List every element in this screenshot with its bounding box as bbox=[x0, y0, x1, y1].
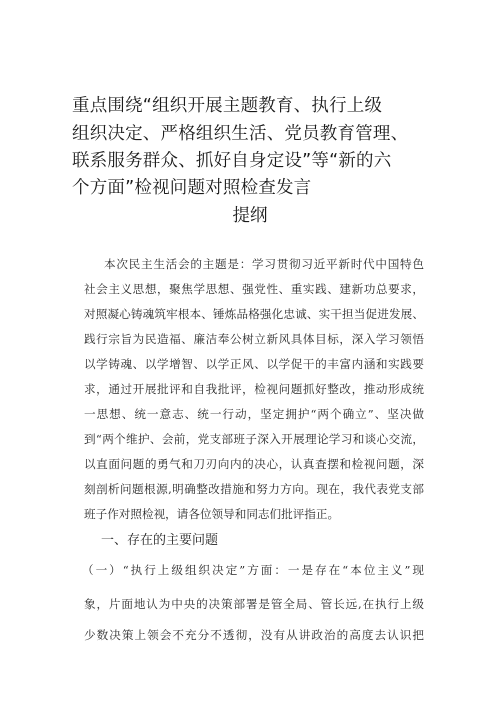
title-line-3: 联系服务群众、抓好自身定设”等“新的六 bbox=[72, 151, 392, 171]
intro-line-1: 本次民主生活会的主题是：学习贯彻习近平新时代中国特色 bbox=[104, 257, 424, 271]
intro-line-6: 求，通过开展批评和自我批评，检视问题抓好整改，推动形成统 bbox=[84, 382, 424, 396]
intro-line-8: 到“两个维护、会前，党支部班子深入开展理论学习和谈心交流， bbox=[84, 432, 424, 446]
title-line-1: 重点围绕“组织开展主题教育、执行上级 bbox=[72, 96, 383, 116]
section1-line-2: 象，片面地认为中央的决策部署是管全局、管长远,在执行上级 bbox=[84, 597, 424, 611]
title-line-2: 组织决定、严格组织生活、党员教育管理、 bbox=[72, 124, 409, 144]
intro-line-10: 刻剖析问题根源,明确整改措施和努力方向。现在，我代表党支部 bbox=[84, 482, 424, 496]
intro-line-5: 以学铸魂、以学增智、以学正风、以学促干的丰富内涵和实践要 bbox=[84, 357, 424, 371]
intro-line-7: 一思想、统一意志、统一行动，坚定拥护“两个确立”、坚决做 bbox=[84, 407, 424, 421]
title-line-4: 个方面”检视问题对照检查发言 bbox=[72, 178, 312, 198]
title-subtitle: 提纲 bbox=[232, 206, 268, 226]
intro-line-4: 践行宗旨为民造福、廉洁奉公树立新风具体目标，深入学习领悟 bbox=[84, 332, 424, 346]
intro-line-2: 社会主义思想，聚焦学思想、强党性、重实践、建新功总要求， bbox=[84, 282, 424, 296]
intro-line-9: 以直面问题的勇气和刀刃向内的决心，认真査摆和检视问题，深 bbox=[84, 457, 424, 471]
intro-line-11: 班子作对照检视，请各位领导和同志们批评指正。 bbox=[84, 507, 340, 521]
section-heading: 一、存在的主要问题 bbox=[101, 533, 219, 548]
intro-line-3: 对照凝心铸魂筑牢根本、锤炼品格强化忠诚、实干担当促进发展、 bbox=[84, 307, 424, 321]
section1-line-3: 少数决策上领会不充分不透彻，没有从讲政治的高度去认识把 bbox=[84, 628, 424, 642]
section1-line-1: （一）“执行上级组织决定”方面：一是存在“本位主义”现 bbox=[82, 563, 424, 577]
